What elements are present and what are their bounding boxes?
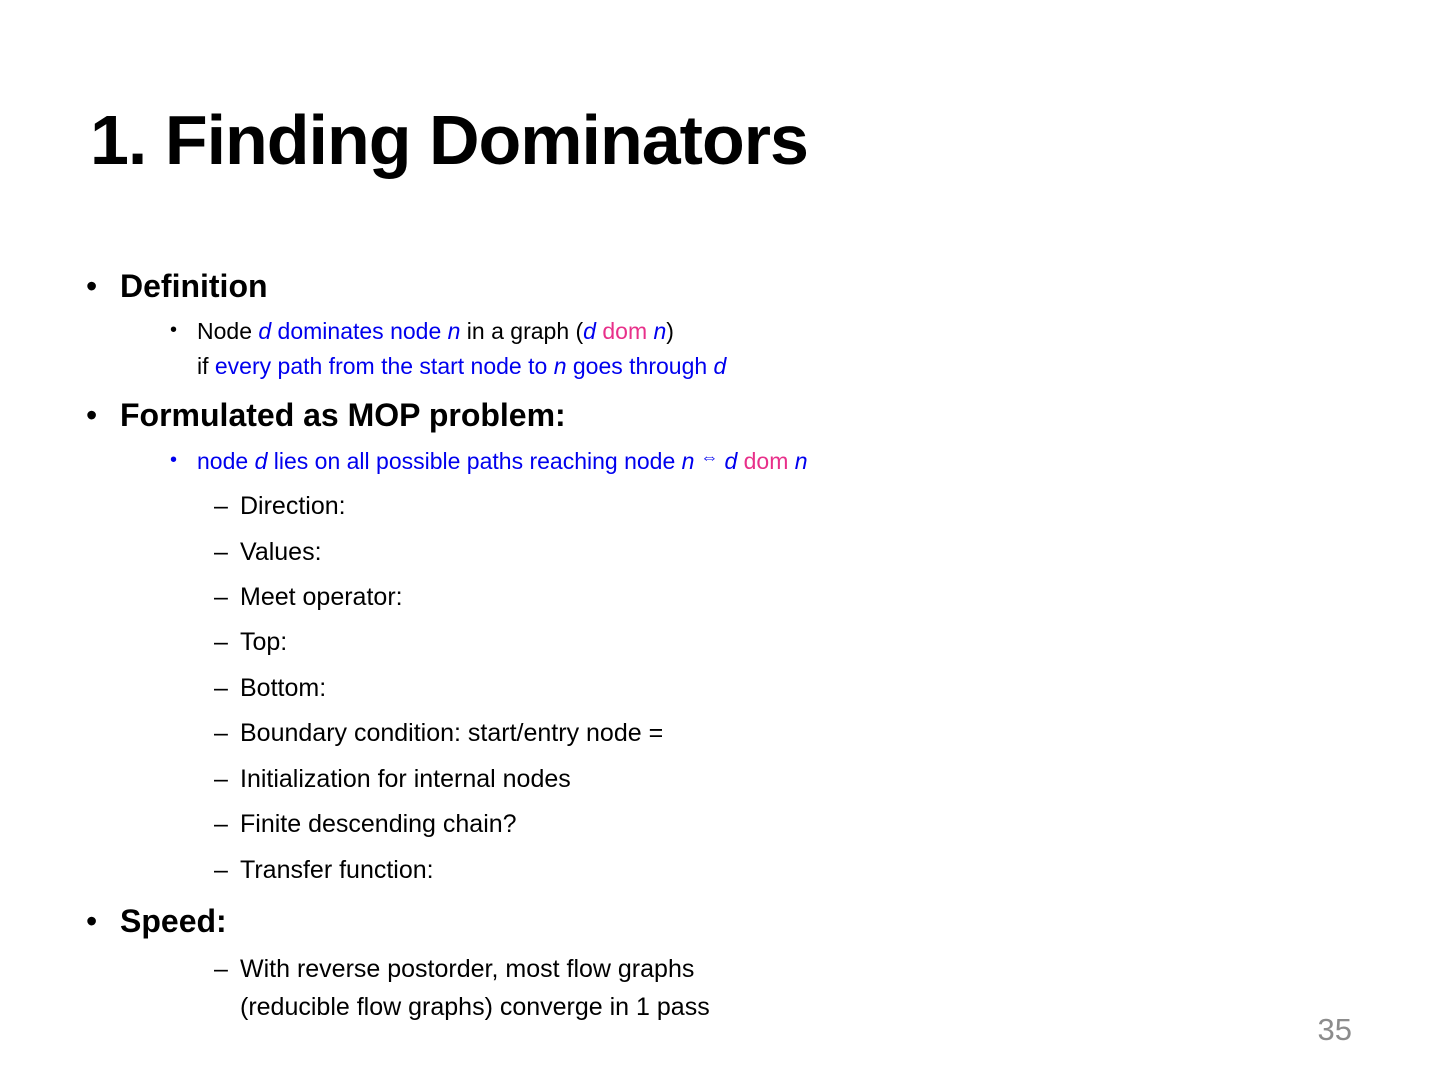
bullet-marker: • — [170, 319, 178, 341]
mop-text: node d lies on all possible paths reaching node n ⇔ d dom n — [197, 447, 808, 474]
speed-heading: Speed: — [120, 903, 227, 939]
bullet-marker: • — [86, 903, 98, 939]
definition-text-continued: if every path from the start node to n goes through d — [197, 353, 727, 379]
equivalence-symbol: ⇔ — [700, 447, 719, 467]
definition-heading: Definition — [120, 268, 268, 304]
slide: 1. Finding Dominators • Definition • Node d dominates node n in a graph (d dom n) if every path from the start node to n goes through d • Formulated as MOP problem: • node d lies on all possible paths reaching node n ⇔ d dom n – Direction: – Values: – Meet operator: – Top: – Bottom: – Boundary condition: start/entry node = – Initialization for internal nodes – Finite descending chain? – Transfer function: • Speed: – With reverse postorder, most flow graphs (reducible flow graphs) converge in 1 pass 35 — [0, 0, 1440, 1080]
page-number: 35 — [1317, 1012, 1352, 1047]
slide-title: 1. Finding Dominators — [90, 101, 808, 179]
bullet-marker: • — [86, 397, 98, 433]
mop-heading: Formulated as MOP problem: — [120, 397, 566, 433]
bullet-marker: • — [170, 449, 178, 471]
definition-text: Node d dominates node n in a graph (d dom n) — [197, 318, 674, 344]
bullet-marker: • — [86, 268, 98, 304]
